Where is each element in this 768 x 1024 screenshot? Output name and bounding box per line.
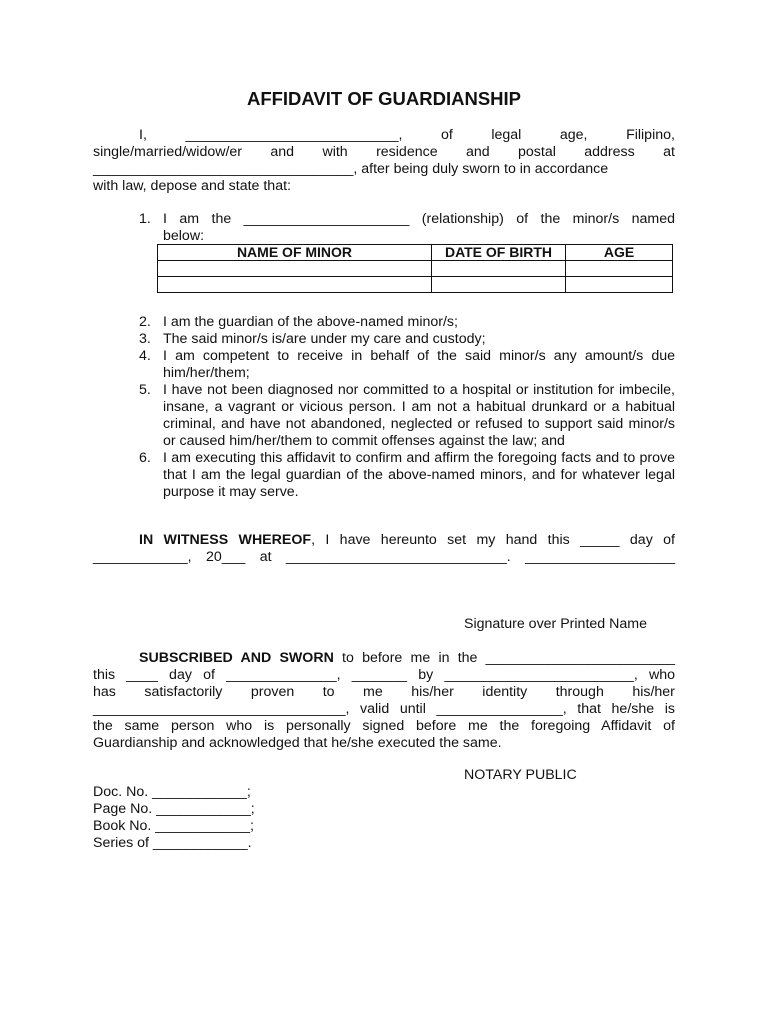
witness-line-2[interactable]: ____________, 20___ at ____________________________. ___________________ [93, 549, 675, 565]
minor-dob-cell[interactable] [432, 261, 566, 277]
intro-word: postal [518, 144, 556, 160]
intro-word: address [584, 144, 635, 160]
item-number: 4. [139, 348, 151, 364]
item-1-text[interactable]: I am the _____________________ (relationship) of the minor/s named [163, 211, 675, 227]
jurat-line-5: the same person who is personally signed before me the foregoing Affidavit of [93, 718, 675, 734]
witness-line-1 [93, 532, 675, 549]
intro-word: of [440, 127, 453, 143]
list-item [93, 331, 675, 348]
witness-heading: IN WITNESS WHEREOF [139, 532, 312, 548]
intro-word: residence [376, 144, 438, 160]
book-number-field[interactable]: Book No. ____________; [93, 818, 254, 834]
item-1 [93, 211, 675, 245]
item-number: 3. [139, 331, 151, 347]
name-blank[interactable]: ___________________________, [185, 127, 403, 143]
jurat-paragraph [93, 650, 675, 752]
series-field[interactable]: Series of ____________. [93, 835, 252, 851]
table-header-row [158, 245, 673, 261]
minor-age-cell[interactable] [566, 277, 673, 293]
list-item [93, 314, 675, 331]
civil-status-options: single/married/widow/er [93, 144, 243, 160]
item-text: I have not been diagnosed nor committed to a hospital or institution for imbecile, insane, a vagrant or vicious person. I am not a habitual drunkard or a habitual criminal, and have not abandoned, neglected or refused to support said minor/s or caused him/her/them to commit offenses against the law; and [163, 382, 675, 449]
jurat-line-2[interactable]: this ____ day of ______________, _______ by ________________________, who [93, 667, 675, 683]
witness-paragraph [93, 532, 675, 566]
jurat-word: through [555, 684, 604, 700]
notary-public-label: NOTARY PUBLIC [464, 767, 577, 783]
intro-word: Filipino, [626, 127, 675, 143]
minors-table [157, 244, 673, 293]
document-register [93, 784, 675, 852]
intro-line-3[interactable]: _________________________________, after being duly sworn to in accordance [93, 161, 609, 177]
item-text: I am executing this affidavit to confirm and affirm the foregoing facts and to prove that I am the legal guardian of the above-named minors, and for whatever legal purpose it may serve. [163, 450, 675, 500]
column-header: AGE [566, 245, 673, 261]
jurat-word: satisfactorily [144, 684, 223, 700]
minor-name-cell[interactable] [158, 277, 432, 293]
item-text: I am competent to receive in behalf of the said minor/s any amount/s due him/her/them; [163, 348, 675, 381]
jurat-word: identity [482, 684, 528, 700]
statements-list [93, 314, 675, 501]
jurat-word: to [322, 684, 335, 700]
item-number: 2. [139, 314, 151, 330]
intro-word: with [322, 144, 348, 160]
minor-age-cell[interactable] [566, 261, 673, 277]
jurat-word: proven [250, 684, 295, 700]
list-item [93, 450, 675, 501]
item-number: 1. [139, 211, 151, 227]
intro-line-1 [93, 127, 675, 144]
jurat-line-1 [93, 650, 675, 667]
jurat-line-4[interactable]: ________________________________, valid until ________________, that he/she is [93, 701, 675, 717]
page-number-field[interactable]: Page No. ____________; [93, 801, 255, 817]
intro-word: at [663, 144, 675, 160]
jurat-text[interactable]: to before me in the ________________________ [333, 650, 675, 666]
item-number: 6. [139, 450, 151, 466]
signature-label: Signature over Printed Name [464, 616, 647, 632]
minor-name-cell[interactable] [158, 261, 432, 277]
intro-word: I, [139, 127, 147, 143]
jurat-heading: SUBSCRIBED AND SWORN [139, 650, 334, 666]
jurat-line-3 [93, 684, 675, 701]
jurat-word: his/her [632, 684, 675, 700]
column-header: DATE OF BIRTH [432, 245, 566, 261]
intro-word: age, [559, 127, 588, 143]
document-title: AFFIDAVIT OF GUARDIANSHIP [246, 88, 522, 109]
intro-paragraph [93, 127, 675, 195]
item-text: The said minor/s is/are under my care and custody; [163, 331, 486, 347]
intro-line-4: with law, depose and state that: [93, 178, 291, 194]
jurat-line-6: Guardianship and acknowledged that he/she executed the same. [93, 735, 502, 751]
item-text: I am the guardian of the above-named minor/s; [163, 314, 458, 330]
intro-word: and [465, 144, 490, 160]
list-item [93, 348, 675, 382]
jurat-word: has [93, 684, 116, 700]
table-row [158, 261, 673, 277]
list-item [93, 382, 675, 450]
minor-dob-cell[interactable] [432, 277, 566, 293]
item-number: 5. [139, 382, 151, 398]
item-1-continuation: below: [163, 228, 205, 244]
doc-number-field[interactable]: Doc. No. ____________; [93, 784, 251, 800]
intro-word: and [270, 144, 295, 160]
intro-line-2 [93, 144, 675, 161]
column-header: NAME OF MINOR [158, 245, 432, 261]
witness-text[interactable]: , I have hereunto set my hand this _____ day of [311, 532, 675, 548]
intro-word: legal [491, 127, 522, 143]
jurat-word: me [363, 684, 383, 700]
table-row [158, 277, 673, 293]
jurat-word: his/her [411, 684, 454, 700]
